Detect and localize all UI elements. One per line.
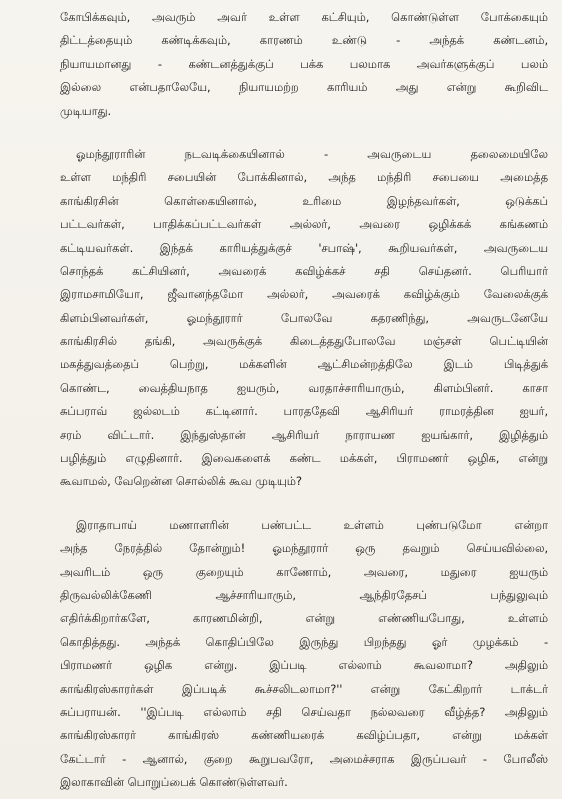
text-line: கொதித்தது. அந்தக் கொதிப்பிலே இருந்து பிறந்தது ஓர் முழக்கம் - (60, 634, 548, 649)
text-line: காங்கிரசில் தங்கி, அவருக்குக் கிடைத்ததுபோலவே மஞ்சள் பெட்டியின் (60, 334, 548, 349)
paragraph-gap (60, 494, 548, 514)
text-line: அந்த நேரத்தில் தோன்றும்! ஓமந்தூரார் ஒரு தவறும் செய்யவில்லை, (60, 541, 548, 556)
text-line: பட்டவர்கள், பாதிக்கப்பட்டவர்கள் அல்லர், அவரை ஒழிக்கக் கங்கணம் (60, 217, 548, 232)
text-line: எதிர்க்கிறார்களே, காரணமின்றி, என்று எண்ணியபோது, உள்ளம் (60, 611, 548, 626)
text-line: திட்டத்தையும் கண்டிக்கவும், காரணம் உண்டு - அந்தக் கண்டனம், (60, 33, 548, 48)
text-line: கொண்ட, வைத்தியநாத ஐயரும், வரதாச்சாரியாரும், கிளம்பினர். காசா (60, 380, 548, 395)
text-line: கேட்டார் - ஆனால், குறை கூறுபவரோ, அமைச்சராக இருப்பவர் - போலீஸ் (60, 751, 548, 766)
text-line: திருவல்லிக்கேணி ஆச்சாரியாரும், ஆந்திரதேசப் பந்துலுவும் (60, 587, 548, 602)
paragraph-1 (60, 6, 548, 123)
text-line: அவரிடம் ஒரு குறையும் காணோம், அவரை, மதுரை ஐயரும் (60, 564, 548, 579)
text-line: உள்ள மந்திரி சபையின் போக்கினால், அந்த மந்திரி சபையை அமைத்த (60, 170, 548, 185)
text-line: நியாயமானது - கண்டனத்துக்குப் பக்க பலமாக அவர்களுக்குப் பலம் (60, 56, 548, 71)
text-line: சுப்பராயன். ''இப்படி எல்லாம் சதி செய்வதா நல்லவரை வீழ்த்த? அதிலும் (60, 704, 548, 719)
text-line: சுப்பராவ் ஜல்லடம் கட்டினார். பாரததேவி ஆசிரியர் ராமரத்தின ஐயர், (60, 404, 548, 419)
text-body (60, 2, 548, 795)
text-line: சொந்தக் கட்சியினர், அவரைக் கவிழ்க்கச் சதி செய்தனர். பெரியார் (60, 263, 548, 278)
text-line: காங்கிரசின் கொள்கையினால், உரிமை இழந்தவர்கள், ஒடுக்கப் (60, 193, 548, 208)
paragraph-3 (60, 514, 548, 795)
text-line: பிராமணர் ஒழிக என்று. இப்படி எல்லாம் கூவலாமா? அதிலும் (60, 658, 548, 673)
text-line: இலாகாவின் பொறுப்பைக் கொண்டுள்ளவர். (60, 775, 288, 790)
text-line: ஓமந்தூராரின் நடவடிக்கையினால் - அவருடைய தலைமையிலே (76, 146, 548, 161)
text-line: மகத்துவத்தைப் பெற்று, மக்களின் ஆட்சிமன்றத்திலே இடம் பிடித்துக் (60, 357, 548, 372)
text-line: இராதாபாய் மணாளரின் பண்பட்ட உள்ளம் புண்படுமோ என்றா (76, 517, 548, 532)
text-line: இல்லை என்பதாலேயே, நியாயமற்ற காரியம் அது என்று கூறிவிட (60, 80, 548, 95)
paragraph-2 (60, 143, 548, 494)
paragraph-gap (60, 123, 548, 143)
text-line: காங்கிரஸ்காரர் காங்கிரஸ் கண்ணியரைக் கவிழ்ப்பதா, என்று மக்கள் (60, 728, 548, 743)
text-line: கட்டியவர்கள். இந்தக் காரியத்துக்குச் 'சபாஷ்', கூறியவர்கள், அவருடைய (60, 240, 548, 255)
text-line: முடியாது. (60, 103, 112, 118)
text-line: காங்கிரஸ்காரர்கள் இப்படிக் கூச்சலிடலாமா?'' என்று கேட்கிறார் டாக்டர் (60, 681, 548, 696)
text-line: கோபிக்கவும், அவரும் அவர் உள்ள கட்சியும், கொண்டுள்ள போக்கையும் (60, 10, 548, 24)
text-line: கூவாமல், வேறென்ன சொல்லிக் கூவ முடியும்? (60, 474, 302, 489)
text-line: இராமசாமியோ, ஜீவானந்தமோ அல்லர், அவரைக் கவிழ்க்கும் வேலைக்குக் (60, 287, 548, 302)
text-line: பழித்தும் எழுதினார். இவைகளைக் கண்ட மக்கள், பிராமணர் ஒழிக, என்று (60, 451, 548, 466)
text-line: கிளம்பினவர்கள், ஓமந்தூரார் போலவே கதரணிந்து, அவருடனேயே (60, 310, 548, 325)
text-line: சரம் விட்டார். இந்துஸ்தான் ஆசிரியர் நாராயண ஐயங்கார், இழித்தும் (60, 427, 548, 442)
